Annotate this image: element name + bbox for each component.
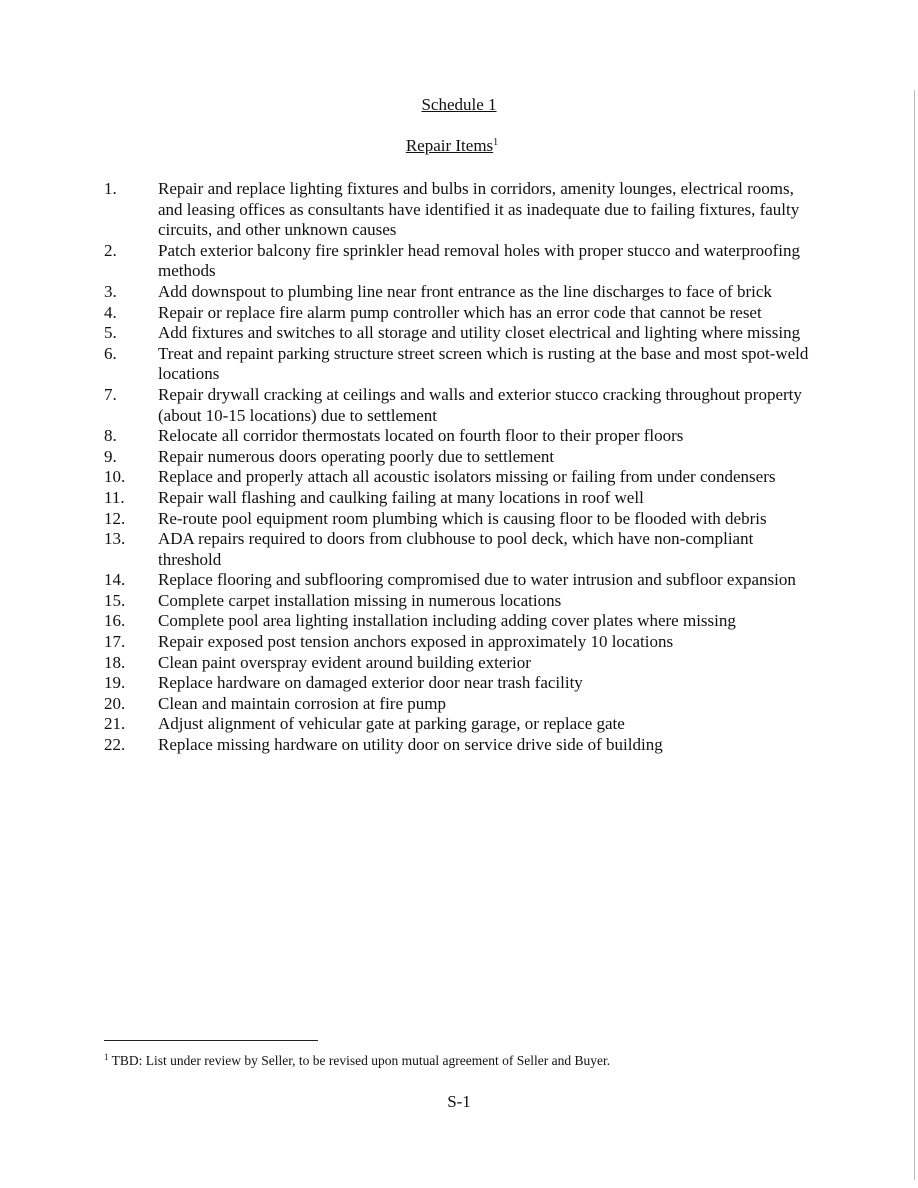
list-item: [104, 653, 814, 674]
item-number: 18.: [104, 652, 126, 672]
list-item: [104, 323, 814, 344]
item-number: 1.: [104, 179, 117, 198]
item-number: 11.: [104, 487, 125, 507]
list-item: [104, 282, 814, 303]
item-text: Replace and properly attach all acoustic isolators missing or failing from under condensers: [158, 467, 776, 487]
item-text: Replace missing hardware on utility door on service drive side of building: [158, 735, 663, 755]
list-item: [104, 467, 814, 488]
repair-items-heading-text: Repair Items: [405, 136, 494, 155]
item-number: 21.: [104, 714, 126, 734]
footnote-reference: 1: [493, 137, 499, 148]
list-item: [104, 611, 814, 632]
item-text: Replace flooring and subflooring compromised due to water intrusion and subfloor expansion: [158, 570, 796, 590]
item-number: 12.: [104, 508, 126, 528]
footnote-text: TBD: List under review by Seller, to be revised upon mutual agreement of Seller and Buyer.: [111, 1053, 611, 1068]
item-text: Replace hardware on damaged exterior door near trash facility: [158, 673, 583, 693]
list-item: [104, 632, 814, 653]
list-item: [104, 488, 814, 509]
item-number: 16.: [104, 611, 126, 631]
repair-items-list: [104, 179, 814, 756]
item-text: Clean paint overspray evident around building exterior: [158, 652, 531, 672]
item-number: 17.: [104, 632, 126, 652]
item-text: Adjust alignment of vehicular gate at parking garage, or replace gate: [158, 714, 625, 734]
item-text: Repair drywall cracking at ceilings and walls and exterior stucco cracking throughout property (about 10-15 locations) due to settlement: [158, 384, 802, 425]
item-number: 7.: [104, 384, 117, 404]
repair-items-heading: [0, 136, 904, 156]
list-item: [104, 673, 814, 694]
item-text: Add downspout to plumbing line near front entrance as the line discharges to face of brick: [158, 281, 772, 301]
item-number: 14.: [104, 570, 126, 590]
item-text: ADA repairs required to doors from clubhouse to pool deck, which have non-compliant threshold: [158, 529, 754, 569]
list-item: [104, 179, 814, 241]
item-text: Patch exterior balcony fire sprinkler head removal holes with proper stucco and waterproofing methods: [158, 240, 800, 281]
item-number: 15.: [104, 590, 126, 610]
list-item: [104, 735, 814, 756]
item-number: 2.: [104, 240, 117, 260]
item-number: 22.: [104, 735, 126, 755]
page-number: S-1: [447, 1092, 471, 1111]
item-text: Repair or replace fire alarm pump controller which has an error code that cannot be reset: [158, 302, 762, 322]
footnote-mark: 1: [104, 1052, 109, 1062]
list-item: [104, 714, 814, 735]
footnote-separator: [104, 1040, 318, 1041]
item-text: Clean and maintain corrosion at fire pump: [158, 693, 446, 713]
item-text: Re-route pool equipment room plumbing which is causing floor to be flooded with debris: [158, 508, 767, 528]
item-number: 9.: [104, 446, 117, 466]
list-item: [104, 447, 814, 468]
item-text: Add fixtures and switches to all storage and utility closet electrical and lighting where missing: [158, 323, 801, 343]
item-number: 8.: [104, 426, 117, 446]
list-item: [104, 591, 814, 612]
item-number: 5.: [104, 323, 117, 343]
item-text: Repair wall flashing and caulking failing at many locations in roof well: [158, 487, 644, 507]
list-item: [104, 570, 814, 591]
schedule-title: Schedule 1: [421, 95, 497, 114]
item-text: Complete carpet installation missing in numerous locations: [158, 590, 562, 610]
list-item: [104, 385, 814, 426]
list-item: [104, 694, 814, 715]
scan-edge-line: [914, 90, 915, 1180]
item-text: Relocate all corridor thermostats located on fourth floor to their proper floors: [158, 426, 684, 446]
item-number: 13.: [104, 529, 126, 549]
item-text: Repair and replace lighting fixtures and bulbs in corridors, amenity lounges, electrical rooms, and leasing offices as consultants have identified it as inadequate due to failing fixtures, faulty circuits, and other unknown causes: [158, 179, 800, 240]
list-item: [104, 426, 814, 447]
footnote: [104, 1053, 610, 1069]
list-item: [104, 241, 814, 282]
item-number: 6.: [104, 343, 117, 363]
list-item: [104, 509, 814, 530]
item-number: 3.: [104, 281, 117, 301]
item-text: Treat and repaint parking structure street screen which is rusting at the base and most spot-weld locations: [158, 343, 809, 384]
item-number: 10.: [104, 467, 126, 487]
list-item: [104, 303, 814, 324]
item-number: 19.: [104, 673, 126, 693]
item-text: Repair numerous doors operating poorly due to settlement: [158, 446, 555, 466]
list-item: [104, 529, 814, 570]
list-item: [104, 344, 814, 385]
item-text: Complete pool area lighting installation including adding cover plates where missing: [158, 611, 736, 631]
item-text: Repair exposed post tension anchors exposed in approximately 10 locations: [158, 632, 674, 652]
item-number: 4.: [104, 302, 117, 322]
item-number: 20.: [104, 693, 126, 713]
